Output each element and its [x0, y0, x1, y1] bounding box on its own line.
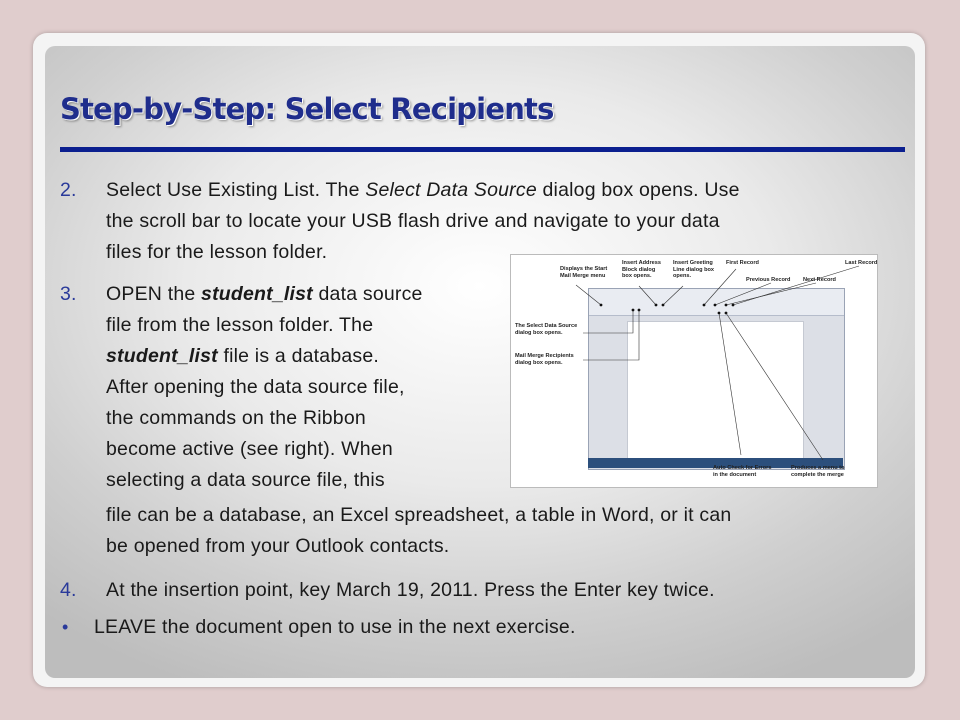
- step-3-line-5: the commands on the Ribbon: [106, 407, 366, 429]
- step-3-line-8: file can be a database, an Excel spreadsheet, a table in Word, or it can: [106, 504, 732, 526]
- callout-last-record: Last Record: [845, 260, 878, 266]
- step-3-line-2: file from the lesson folder. The: [106, 314, 374, 336]
- step-3-number: 3.: [60, 283, 77, 305]
- callout-first-record: First Record: [726, 260, 759, 266]
- callout-next-record: Next Record: [803, 277, 836, 283]
- callout-previous-record: Previous Record: [746, 277, 791, 283]
- callout-auto-check-errors: Auto Check for Errors in the document: [713, 465, 772, 478]
- step-3-line-9: be opened from your Outlook contacts.: [106, 535, 450, 557]
- step-3-line-4: After opening the data source file,: [106, 376, 405, 398]
- step-3-line-7: selecting a data source file, this: [106, 469, 385, 491]
- step-4-line: At the insertion point, key March 19, 2011. Press the Enter key twice.: [106, 579, 715, 601]
- step-3-line-3: student_list file is a database.: [106, 345, 380, 367]
- step-2-line-3: files for the lesson folder.: [106, 241, 328, 263]
- step-3-line-1: OPEN the student_list data source: [106, 283, 423, 305]
- callout-select-data-source: The Select Data Source dialog box opens.: [515, 323, 578, 336]
- callout-leader-lines: [511, 255, 877, 487]
- step-3-line-6: become active (see right). When: [106, 438, 393, 460]
- mail-merge-screenshot: [510, 254, 878, 488]
- step-4-number: 4.: [60, 579, 77, 601]
- bullet-line: LEAVE the document open to use in the next exercise.: [94, 616, 576, 638]
- callout-insert-address-block: Insert Address Block dialog box opens.: [622, 260, 661, 280]
- slide-title: Step-by-Step: Select Recipients: [60, 92, 554, 126]
- bullet-marker: •: [62, 617, 69, 637]
- callout-mail-merge-recipients: Mail Merge Recipients dialog box opens.: [515, 353, 574, 366]
- step-2-number: 2.: [60, 179, 77, 201]
- callout-finish-merge: Produces a menu to complete the merge: [791, 465, 845, 478]
- title-underline: [60, 147, 905, 152]
- step-2-line-1: Select Use Existing List. The Select Data Source dialog box opens. Use: [106, 179, 740, 201]
- step-2-line-2: the scroll bar to locate your USB flash drive and navigate to your data: [106, 210, 720, 232]
- callout-insert-greeting-line: Insert Greeting Line dialog box opens.: [673, 260, 715, 280]
- callout-start-mail-merge: Displays the Start Mail Merge menu: [560, 266, 608, 279]
